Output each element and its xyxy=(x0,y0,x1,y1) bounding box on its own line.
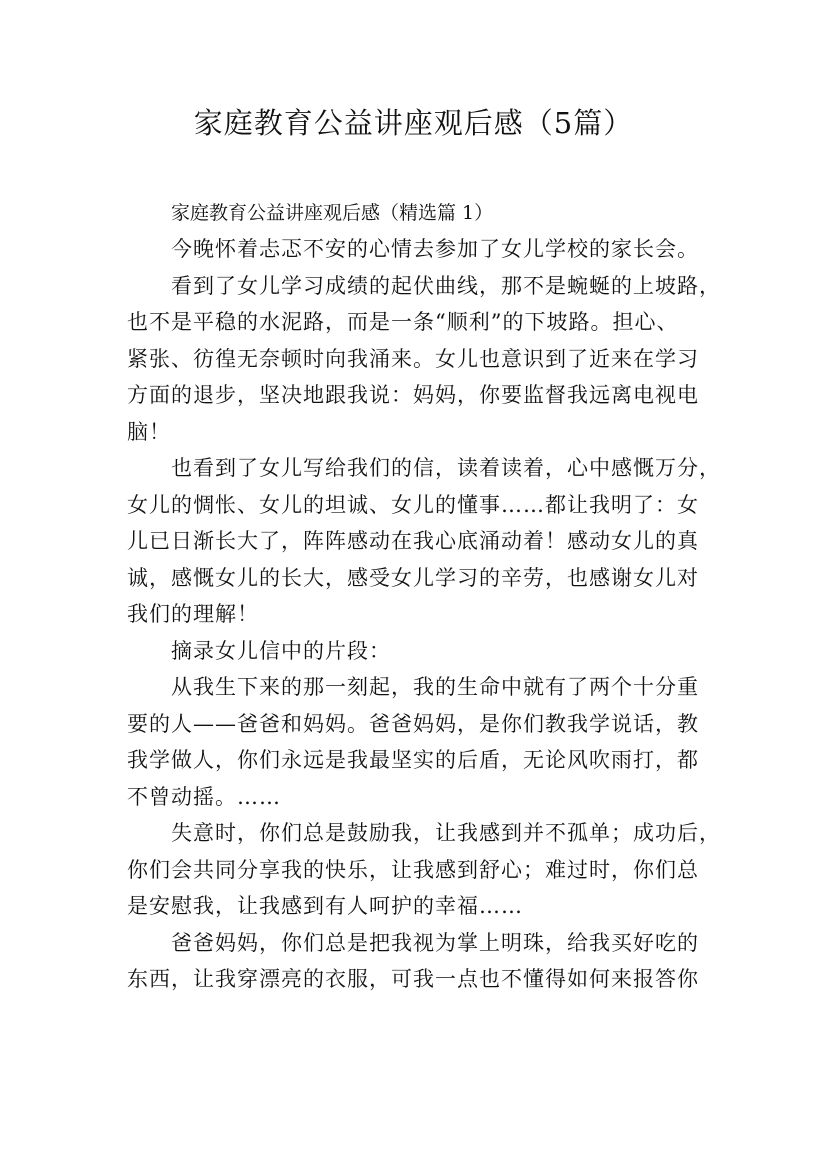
text-line: 儿已日渐长大了，阵阵感动在我心底涌动着！感动女儿的真 xyxy=(127,529,699,553)
text-line: 女儿的惆怅、女儿的坦诚、女儿的懂事……都让我明了：女 xyxy=(127,492,699,517)
text-line: 是安慰我，让我感到有人呵护的幸福…… xyxy=(127,894,523,918)
paragraph xyxy=(127,231,707,268)
paragraph xyxy=(127,669,707,815)
text-line: 诚，感慨女儿的长大，感受女儿学习的辛劳，也感谢女儿对 xyxy=(127,565,699,590)
text-line: 紧张、彷徨无奈顿时向我涌来。女儿也意识到了近来在学习 xyxy=(127,346,699,371)
text-line: 从我生下来的那一刻起，我的生命中就有了两个十分重 xyxy=(171,675,699,699)
text-line: 我学做人，你们永远是我最坚实的后盾，无论风吹雨打，都 xyxy=(127,748,699,772)
text-line: 方面的退步，坚决地跟我说：妈妈，你要监督我远离电视电 xyxy=(127,383,699,407)
text-line: 爸爸妈妈，你们总是把我视为掌上明珠，给我买好吃的 xyxy=(171,930,699,955)
document-title: 家庭教育公益讲座观后感（5篇） xyxy=(193,106,634,140)
text-line: 不曾动摇。…… xyxy=(127,784,281,809)
text-line: 失意时，你们总是鼓励我，让我感到并不孤单；成功后， xyxy=(171,821,721,845)
paragraph xyxy=(127,925,707,998)
paragraph xyxy=(127,815,721,925)
text-line: 今晚怀着忐忑不安的心情去参加了女儿学校的家长会。 xyxy=(171,237,699,261)
text-line: 我们的理解！ xyxy=(127,602,259,626)
document-body xyxy=(127,195,721,998)
text-line: 脑！ xyxy=(127,419,171,444)
text-line: 看到了女儿学习成绩的起伏曲线，那不是蜿蜒的上坡路， xyxy=(171,273,721,298)
text-line: 也看到了女儿写给我们的信，读着读着，心中感慨万分， xyxy=(171,456,721,480)
section-heading: 家庭教育公益讲座观后感（精选篇 1） xyxy=(171,202,494,224)
text-line: 也不是平稳的水泥路，而是一条“顺利”的下坡路。担心、 xyxy=(127,310,679,334)
paragraph xyxy=(127,268,721,451)
text-line: 东西，让我穿漂亮的衣服，可我一点也不懂得如何来报答你 xyxy=(127,967,699,991)
paragraph xyxy=(127,633,707,670)
paragraph xyxy=(127,450,721,633)
text-line: 要的人——爸爸和妈妈。爸爸妈妈，是你们教我学说话，教 xyxy=(127,711,699,736)
text-line: 你们会共同分享我的快乐，让我感到舒心；难过时，你们总 xyxy=(127,857,699,882)
text-line: 摘录女儿信中的片段： xyxy=(171,638,391,663)
